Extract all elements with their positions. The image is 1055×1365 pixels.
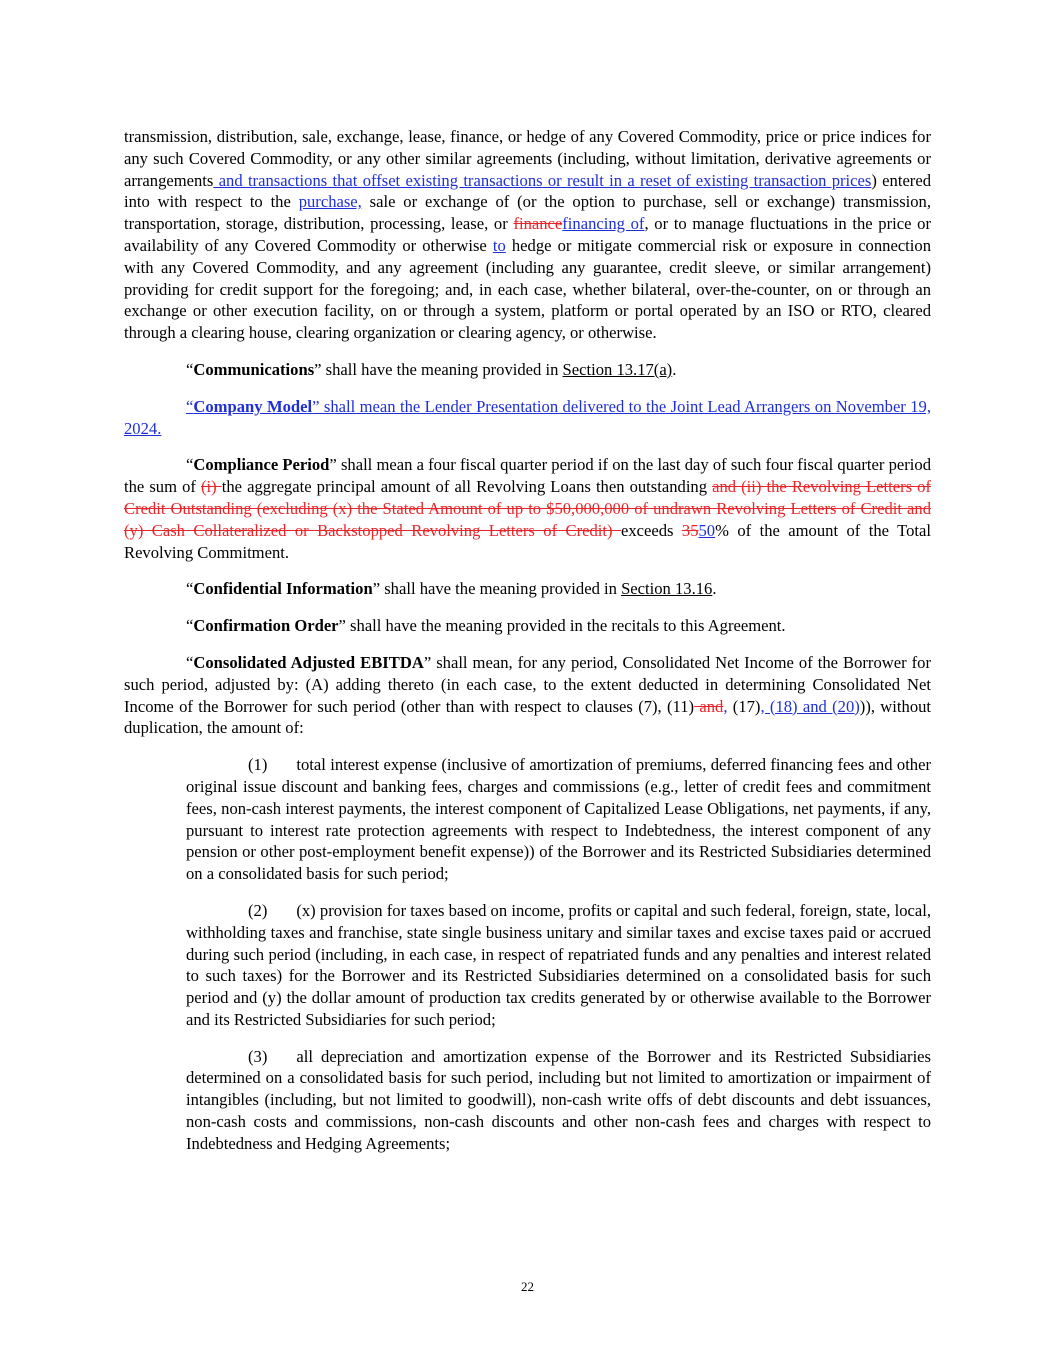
text-run: ) entered into with respect to the bbox=[124, 170, 931, 212]
paragraph-hedging-definition-continued bbox=[124, 126, 931, 344]
inserted-text: purchase, bbox=[298, 192, 362, 212]
definition-compliance-period: “Compliance Period” shall mean a four fiscal quarter period if on the last day of such four fiscal quarter period the sum of (i) the aggregate principal amount of all Revolving Loans then outstanding and (ii) the Revolving Letters of Credit Outstanding (excluding (x) the Stated Amount of up to $50,000,000 of undrawn Revolving Letters of Credit and (y) Cash Collateralized or Backstopped Revolving Letters of Credit) exceeds 3550% of the amount of the Total Revolving Commitment. bbox=[124, 455, 932, 562]
deleted-text: 35 bbox=[681, 520, 699, 540]
defined-term: Confidential Information bbox=[193, 579, 373, 599]
inserted-text: to bbox=[492, 235, 506, 255]
page-number: 22 bbox=[521, 1279, 534, 1294]
inserted-text: ” shall mean the Lender Presentation delivered to the Joint Lead Arrangers on November 19, 2024. bbox=[124, 396, 931, 438]
list-item bbox=[186, 754, 931, 885]
text-run: transmission, distribution, sale, exchange, lease, finance, or hedge of any Covered Commodity, price or price indices for any such Covered Commodity, or any other similar agreements (including, without limitation, derivative agreements or arrangements bbox=[124, 127, 931, 190]
deleted-text: (i) bbox=[200, 477, 222, 497]
section-reference: Section 13.16 bbox=[621, 579, 713, 599]
document-body bbox=[124, 126, 931, 1170]
deleted-text: and (ii) the Revolving Letters of Credit Outstanding (excluding (x) the Stated Amount of up to $50,000,000 of undrawn Revolving Letters of Credit and (y) Cash Collateralized or Backstopped Revolving Letters of Credit) bbox=[124, 477, 932, 540]
list-item bbox=[186, 900, 931, 1031]
item-number: (2) bbox=[248, 900, 268, 920]
definition-confidential-information: “Confidential Information” shall have the meaning provided in Section 13.16. bbox=[186, 579, 717, 599]
defined-term: Consolidated Adjusted EBITDA bbox=[193, 652, 424, 672]
inserted-text: 50 bbox=[698, 520, 716, 540]
definition-confirmation-order: “Confirmation Order” shall have the meaning provided in the recitals to this Agreement. bbox=[186, 616, 786, 636]
inserted-text: and transactions that offset existing transactions or result in a reset of existing transaction prices bbox=[213, 170, 872, 190]
item-text: (x) provision for taxes based on income, profits or capital and such federal, foreign, state, local, withholding taxes and franchise, state single business unitary and similar taxes and excise taxes paid or accrued during such period (including, in each case, in respect of repatriated funds and any penalties and interest related to such taxes) for the Borrower and its Restricted Subsidiaries determined on a consolidated basis for such period and (y) the dollar amount of production tax credits generated by or otherwise available to the Borrower and its Restricted Subsidiaries for such period; bbox=[186, 900, 931, 1029]
list-item bbox=[186, 1046, 931, 1155]
inserted-text: , bbox=[723, 696, 728, 716]
inserted-text: financing of bbox=[562, 214, 645, 234]
defined-term: Confirmation Order bbox=[193, 616, 339, 636]
text-run: sale or exchange of (or the option to purchase, sell or exchange) transmission, transportation, storage, distribution, processing, lease, or bbox=[124, 192, 932, 234]
item-number: (1) bbox=[248, 755, 268, 775]
item-text: total interest expense (inclusive of amortization of premiums, deferred financing fees and other original issue discount and banking fees, charges and commissions (e.g., letter of credit fees and commitment fees, non-cash interest payments, the interest component of Capitalized Lease Obligations, net payments, if any, pursuant to interest rate protection agreements with respect to Indebtedness, the interest component of any pension or other post-employment benefit expense)) of the Borrower and its Restricted Subsidiaries determined on a consolidated basis for such period; bbox=[186, 755, 931, 884]
deleted-text: and bbox=[694, 696, 724, 716]
definition-communications: “Communications” shall have the meaning provided in Section 13.17(a). bbox=[186, 359, 677, 379]
inserted-text: , (18) and (20) bbox=[760, 696, 860, 716]
defined-term: Communications bbox=[193, 359, 315, 379]
text-run: , or to manage fluctuations in the price or availability of any Covered Commodity or otherwise bbox=[124, 214, 931, 255]
defined-term: Compliance Period bbox=[193, 455, 330, 475]
text-run: hedge or mitigate commercial risk or exposure in connection with any Covered Commodity, and any agreement (including any guarantee, credit sleeve, or similar arrangement) providing for credit support for the foregoing; and, in each case, whether bilateral, over-the-counter, on or through an exchange or other execution facility, on or through a system, platform or portal operated by an ISO or RTO, cleared through a clearing house, clearing organization or clearing agency, or otherwise. bbox=[124, 235, 931, 343]
item-text: all depreciation and amortization expense of the Borrower and its Restricted Subsidiaries determined on a consolidated basis for such period, including but not limited to amortization or impairment of intangibles (including, but not limited to goodwill), non-cash write offs of debt discounts and debt issuances, non-cash costs and commissions, non-cash discounts and other non-cash fees and charges with respect to Indebtedness and Hedging Agreements; bbox=[186, 1046, 931, 1153]
deleted-text: finance bbox=[513, 214, 563, 234]
defined-term: Company Model bbox=[193, 396, 313, 416]
item-number: (3) bbox=[248, 1046, 268, 1066]
section-reference: Section 13.17(a) bbox=[562, 359, 673, 379]
definition-consolidated-adjusted-ebitda: “Consolidated Adjusted EBITDA” shall mean, for any period, Consolidated Net Income of the Borrower for such period, adjusted by: (A) adding thereto (in each case, to the extent deducted in determining Consolidated Net Income of the Borrower for such period (other than with respect to clauses (7), (11) and, (17), (18) and (20))), without duplication, the amount of: bbox=[124, 652, 932, 738]
definition-company-model: “Company Model” shall mean the Lender Presentation delivered to the Joint Lead Arrangers on November 19, 2024. bbox=[124, 396, 931, 438]
